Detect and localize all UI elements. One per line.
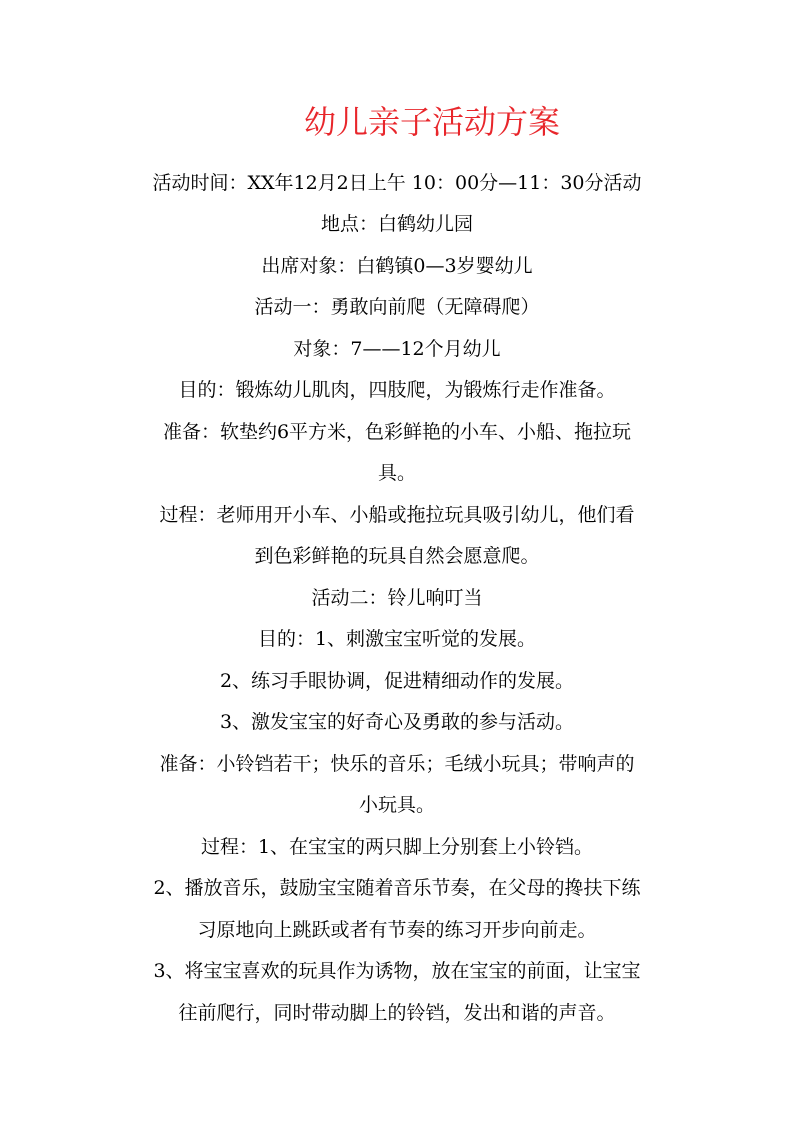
line-process-two-1: 过程：1、在宝宝的两只脚上分别套上小铃铛。 (200, 836, 594, 858)
line-process-two-3-cont: 往前爬行，同时带动脚上的铃铛，发出和谐的声音。 (178, 1002, 616, 1024)
line-preparation-two: 准备：小铃铛若干；快乐的音乐；毛绒小玩具；带响声的 (159, 753, 635, 775)
line-activity-time: 活动时间：XX年12月2日上午 10：00分—11：30分活动 (152, 172, 642, 194)
line-purpose-3: 3、激发宝宝的好奇心及勇敢的参与活动。 (219, 711, 575, 733)
line-purpose-2: 2、练习手眼协调，促进精细动作的发展。 (219, 670, 575, 692)
line-preparation: 准备：软垫约6平方米，色彩鲜艳的小车、小船、拖拉玩 (162, 421, 632, 443)
line-target: 对象：7——12个月幼儿 (293, 338, 501, 360)
line-location: 地点：白鹤幼儿园 (320, 213, 473, 235)
line-process-two-3: 3、将宝宝喜欢的玩具作为诱物，放在宝宝的前面，让宝宝 (153, 960, 641, 982)
line-process: 过程：老师用开小车、小船或拖拉玩具吸引幼儿，他们看 (159, 504, 635, 526)
line-preparation-cont: 具。 (377, 462, 416, 484)
document-title: 幼儿亲子活动方案 (303, 103, 560, 141)
line-purpose-1: 目的：1、刺激宝宝听觉的发展。 (257, 628, 537, 650)
line-purpose: 目的：锻炼幼儿肌肉，四肢爬，为锻炼行走作准备。 (178, 379, 616, 401)
line-process-cont: 到色彩鲜艳的玩具自然会愿意爬。 (254, 545, 540, 567)
line-preparation-two-cont: 小玩具。 (358, 794, 435, 816)
line-activity-two: 活动二：铃儿响叮当 (311, 587, 483, 609)
line-attendees: 出席对象：白鹤镇0—3岁婴幼儿 (261, 255, 533, 277)
line-process-two-2-cont: 习原地向上跳跃或者有节奏的练习开步向前走。 (197, 919, 597, 941)
line-process-two-2: 2、播放音乐，鼓励宝宝随着音乐节奏，在父母的搀扶下练 (153, 877, 641, 899)
line-activity-one: 活动一：勇敢向前爬（无障碍爬） (254, 296, 540, 318)
